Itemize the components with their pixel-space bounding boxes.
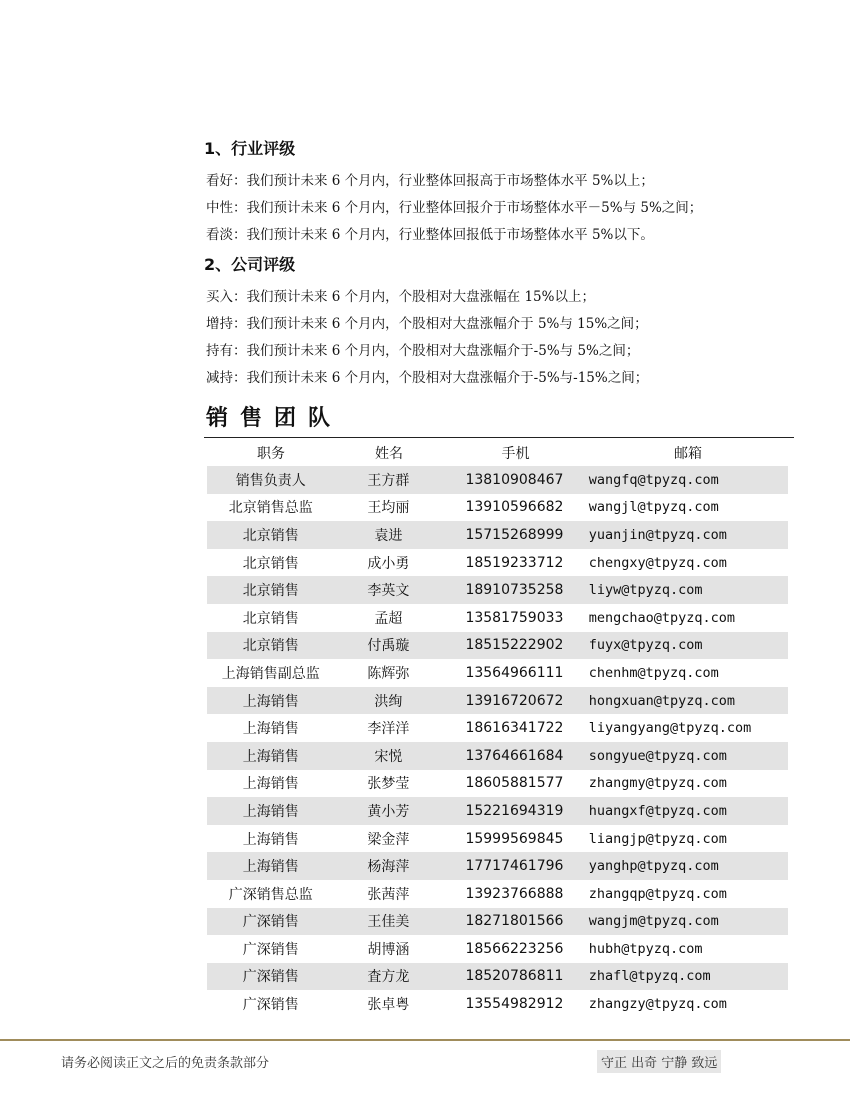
column-header-name: 姓名 [375, 445, 403, 462]
table-row [207, 880, 788, 908]
cell-role: 广深销售 [242, 969, 299, 986]
cell-phone: 18515222902 [465, 637, 564, 654]
company-rating-line: 增持：我们预计未来 6 个月内，个股相对大盘涨幅介于 5%与 15%之间； [206, 316, 648, 332]
cell-phone: 18519233712 [465, 554, 564, 571]
footer-disclaimer: 请务必阅读正文之后的免责条款部分 [61, 1056, 270, 1071]
cell-phone: 13923766888 [465, 885, 564, 902]
cell-name: 成小勇 [367, 555, 410, 572]
cell-email: wangjl@tpyzq.com [588, 499, 719, 516]
cell-name: 梁金萍 [367, 831, 410, 848]
table-row [207, 466, 788, 494]
cell-role: 上海销售 [242, 859, 299, 876]
cell-role: 上海销售 [242, 721, 299, 738]
cell-role: 北京销售 [242, 555, 299, 572]
cell-role: 北京销售 [242, 610, 299, 627]
table-row [207, 742, 788, 770]
industry-rating-heading: 1、行业评级 [204, 139, 296, 158]
sales-team-table [207, 439, 788, 1018]
cell-phone: 13810908467 [465, 471, 564, 488]
cell-email: hubh@tpyzq.com [588, 940, 703, 957]
table-row [207, 632, 788, 660]
company-rating-line: 买入：我们预计未来 6 个月内，个股相对大盘涨幅在 15%以上； [206, 289, 595, 305]
cell-role: 上海销售 [242, 748, 299, 765]
table-row [207, 687, 788, 715]
cell-name: 张卓粤 [367, 997, 410, 1014]
table-row [207, 714, 788, 742]
cell-email: liyw@tpyzq.com [588, 582, 703, 599]
column-header-email: 邮箱 [674, 445, 702, 462]
footer-motto: 守正 出奇 宁静 致远 [597, 1050, 721, 1073]
cell-phone: 18520786811 [465, 968, 564, 985]
industry-rating-line: 看淡：我们预计未来 6 个月内，行业整体回报低于市场整体水平 5%以下。 [206, 227, 654, 243]
table-row [207, 908, 788, 936]
column-header-phone: 手机 [501, 445, 530, 462]
cell-role: 上海销售 [242, 776, 299, 793]
cell-email: hongxuan@tpyzq.com [588, 692, 735, 709]
cell-phone: 13764661684 [465, 747, 564, 764]
cell-email: zhangqp@tpyzq.com [588, 885, 727, 902]
cell-name: 李英文 [367, 583, 410, 600]
table-row [207, 494, 788, 522]
cell-role: 北京销售 [242, 638, 299, 655]
cell-email: zhangmy@tpyzq.com [588, 775, 727, 792]
table-row [207, 576, 788, 604]
cell-role: 销售负责人 [235, 472, 306, 489]
cell-role: 广深销售总监 [228, 886, 313, 903]
cell-name: 李洋洋 [367, 721, 410, 738]
cell-phone: 15715268999 [465, 526, 564, 543]
table-row [207, 521, 788, 549]
cell-phone: 18910735258 [465, 582, 564, 599]
industry-rating-line: 中性：我们预计未来 6 个月内，行业整体回报介于市场整体水平－5%与 5%之间； [206, 200, 703, 216]
cell-email: liangjp@tpyzq.com [588, 830, 727, 847]
table-row [207, 797, 788, 825]
cell-role: 广深销售 [242, 914, 299, 931]
cell-email: liyangyang@tpyzq.com [588, 720, 752, 737]
cell-email: songyue@tpyzq.com [588, 747, 727, 764]
company-rating-line: 持有：我们预计未来 6 个月内，个股相对大盘涨幅介于-5%与 5%之间； [206, 343, 640, 359]
table-row [207, 990, 788, 1018]
cell-name: 王方群 [367, 472, 410, 489]
table-row [207, 825, 788, 853]
cell-email: zhafl@tpyzq.com [588, 968, 711, 985]
table-row [207, 604, 788, 632]
cell-name: 孟超 [374, 610, 403, 627]
company-rating-line: 减持：我们预计未来 6 个月内，个股相对大盘涨幅介于-5%与-15%之间； [206, 370, 649, 386]
table-row [207, 770, 788, 798]
cell-name: 张茜萍 [367, 886, 410, 903]
cell-role: 北京销售总监 [228, 500, 313, 517]
cell-name: 杨海萍 [367, 859, 410, 876]
cell-phone: 13581759033 [465, 609, 564, 626]
cell-name: 王均丽 [367, 500, 410, 517]
table-row [207, 963, 788, 991]
cell-name: 洪绚 [374, 693, 403, 710]
cell-role: 广深销售 [242, 997, 299, 1014]
cell-name: 宋悦 [374, 748, 403, 765]
table-row [207, 659, 788, 687]
cell-phone: 18616341722 [465, 720, 564, 737]
cell-phone: 13910596682 [465, 499, 564, 516]
cell-email: zhangzy@tpyzq.com [588, 996, 727, 1013]
cell-phone: 18271801566 [465, 913, 564, 930]
cell-role: 广深销售 [242, 941, 299, 958]
cell-name: 黄小芳 [367, 803, 410, 820]
cell-email: fuyx@tpyzq.com [588, 637, 703, 654]
cell-email: chengxy@tpyzq.com [588, 554, 727, 571]
footer-divider [0, 1039, 850, 1041]
cell-phone: 15999569845 [465, 830, 564, 847]
cell-name: 胡博涵 [367, 941, 410, 958]
cell-phone: 18605881577 [465, 775, 564, 792]
column-header-role: 职务 [257, 445, 285, 462]
cell-email: yuanjin@tpyzq.com [588, 526, 727, 543]
table-row [207, 549, 788, 577]
cell-role: 上海销售 [242, 803, 299, 820]
cell-email: chenhm@tpyzq.com [588, 664, 719, 681]
cell-phone: 13564966111 [465, 664, 564, 681]
company-rating-heading: 2、公司评级 [204, 255, 296, 274]
cell-phone: 18566223256 [465, 940, 564, 957]
table-header-row [207, 439, 788, 466]
cell-role: 上海销售 [242, 693, 299, 710]
cell-phone: 17717461796 [465, 858, 564, 875]
sales-team-title: 销售团队 [206, 406, 343, 431]
cell-name: 袁进 [374, 527, 403, 544]
table-row [207, 935, 788, 963]
cell-email: yanghp@tpyzq.com [588, 858, 719, 875]
cell-name: 张梦莹 [367, 776, 410, 793]
cell-name: 王佳美 [367, 914, 410, 931]
cell-email: mengchao@tpyzq.com [588, 609, 735, 626]
cell-name: 査方龙 [367, 969, 410, 986]
cell-role: 北京销售 [242, 583, 299, 600]
cell-phone: 13554982912 [465, 996, 564, 1013]
cell-phone: 15221694319 [465, 802, 564, 819]
cell-phone: 13916720672 [465, 692, 564, 709]
cell-email: wangjm@tpyzq.com [588, 913, 719, 930]
cell-name: 陈辉弥 [367, 665, 410, 682]
cell-role: 上海销售副总监 [221, 665, 320, 682]
cell-email: huangxf@tpyzq.com [588, 802, 727, 819]
table-row [207, 852, 788, 880]
industry-rating-line: 看好：我们预计未来 6 个月内，行业整体回报高于市场整体水平 5%以上； [206, 173, 654, 189]
cell-role: 上海销售 [242, 831, 299, 848]
sales-team-divider [204, 437, 794, 438]
cell-name: 付禹璇 [367, 638, 410, 655]
cell-email: wangfq@tpyzq.com [588, 471, 719, 488]
cell-role: 北京销售 [242, 527, 299, 544]
